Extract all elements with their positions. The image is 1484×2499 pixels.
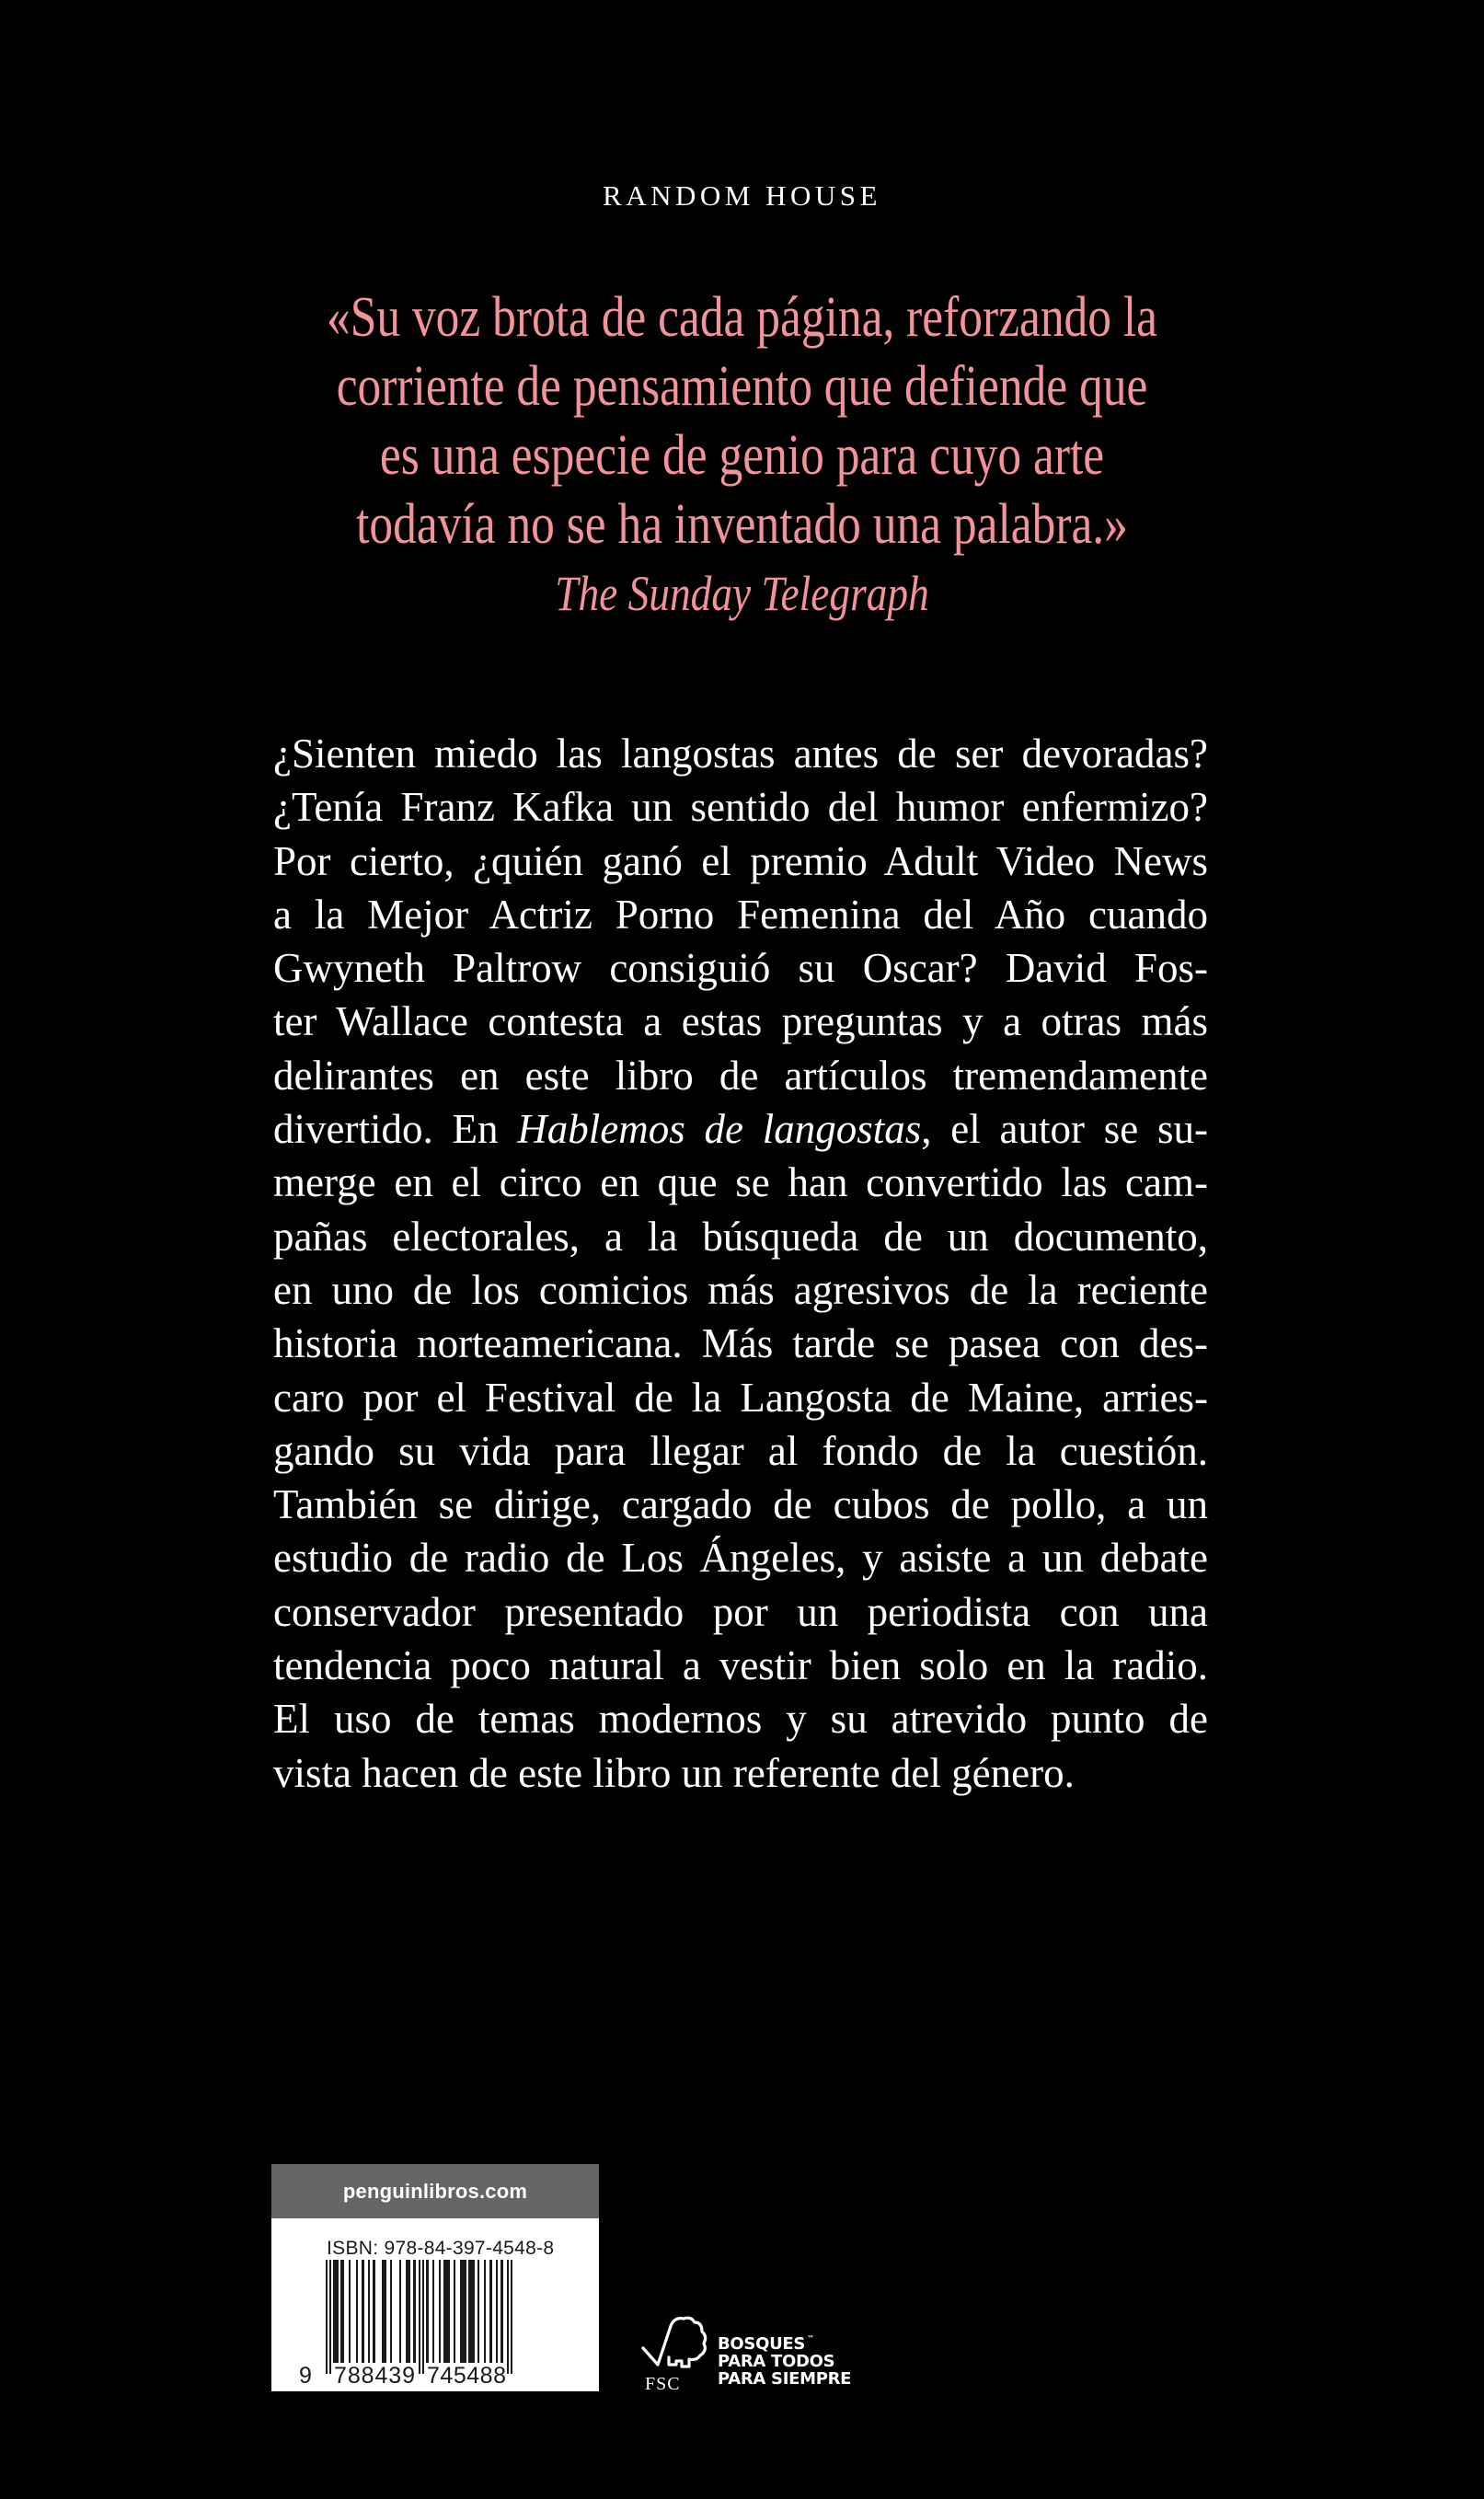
barcode-digits-left: 788439 (334, 2363, 415, 2389)
barcode-digits-right: 745488 (427, 2363, 506, 2389)
fsc-slogan (718, 2335, 851, 2388)
fsc-label: FSC (645, 2374, 681, 2394)
book-title: Hablemos de langostas (517, 1106, 922, 1153)
blurb-line: El uso de temas modernos y su atrevido punto de (273, 1696, 1208, 1743)
blurb-text (273, 727, 1208, 1800)
fsc-tree-check-icon (638, 2311, 711, 2376)
press-quote (184, 283, 1300, 626)
fsc-slogan-line: PARA TODOS (718, 2352, 835, 2371)
quote-source: The Sunday Telegraph (555, 566, 929, 621)
blurb-line: Gwyneth Paltrow consiguió su Oscar? David Fos- (273, 945, 1208, 992)
fsc-logo (638, 2311, 877, 2396)
blurb-line: a la Mejor Actriz Porno Femenina del Año cuando (273, 891, 1208, 938)
quote-line: corriente de pensamiento que defiende que (336, 355, 1148, 418)
barcode-icon (271, 2164, 599, 2391)
blurb-line: gando su vida para llegar al fondo de la cuestión. (273, 1427, 1208, 1474)
trademark-symbol: ™ (807, 2334, 814, 2343)
publisher-name: RANDOM HOUSE (603, 179, 881, 212)
isbn-number: ISBN: 978-84-397-4548-8 (327, 2238, 555, 2259)
blurb-line: caro por el Festival de la Langosta de Maine, arries- (273, 1374, 1208, 1421)
blurb-line: delirantes en este libro de artículos tremendamente (273, 1052, 1208, 1099)
blurb-line-with-title (273, 1102, 1208, 1156)
barcode-digit-lead: 9 (299, 2363, 312, 2389)
quote-line: es una especie de genio para cuyo arte (379, 424, 1105, 487)
blurb-line: conservador presentado por un periodista con una (273, 1588, 1208, 1635)
blurb-fragment: , el autor se su- (921, 1106, 1208, 1153)
blurb-line: estudio de radio de Los Ángeles, y asiste a un debate (273, 1535, 1208, 1582)
quote-line: todavía no se ha inventado una palabra.» (356, 493, 1128, 556)
blurb-line: ¿Sienten miedo las langostas antes de ser devoradas? (273, 731, 1208, 777)
publisher-website: penguinlibros.com (271, 2164, 599, 2218)
blurb-line: Por cierto, ¿quién ganó el premio Adult Video News (273, 837, 1208, 884)
blurb-line: tendencia poco natural a vestir bien solo en la radio. (273, 1642, 1208, 1689)
quote-line: «Su voz brota de cada página, reforzando la (326, 286, 1158, 349)
blurb-line: ter Wallace contesta a estas preguntas y a otras más (273, 998, 1208, 1045)
blurb-line: en uno de los comicios más agresivos de la reciente (273, 1266, 1208, 1313)
blurb-line: merge en el circo en que se han convertido las cam- (273, 1159, 1208, 1206)
fsc-slogan-line: PARA SIEMPRE (718, 2369, 852, 2389)
blurb-line: ¿Tenía Franz Kafka un sentido del humor enfermizo? (273, 784, 1208, 831)
blurb-line: pañas electorales, a la búsqueda de un documento, (273, 1213, 1208, 1260)
fsc-slogan-line: BOSQUES (718, 2334, 806, 2354)
blurb-fragment: divertido. En (273, 1106, 518, 1153)
isbn-barcode-label (271, 2164, 599, 2391)
blurb-line: vista hacen de este libro un referente del género. (273, 1749, 1075, 1796)
blurb-line: También se dirige, cargado de cubos de pollo, a un (273, 1481, 1208, 1528)
blurb-line: historia norteamericana. Más tarde se pasea con des- (273, 1320, 1208, 1367)
